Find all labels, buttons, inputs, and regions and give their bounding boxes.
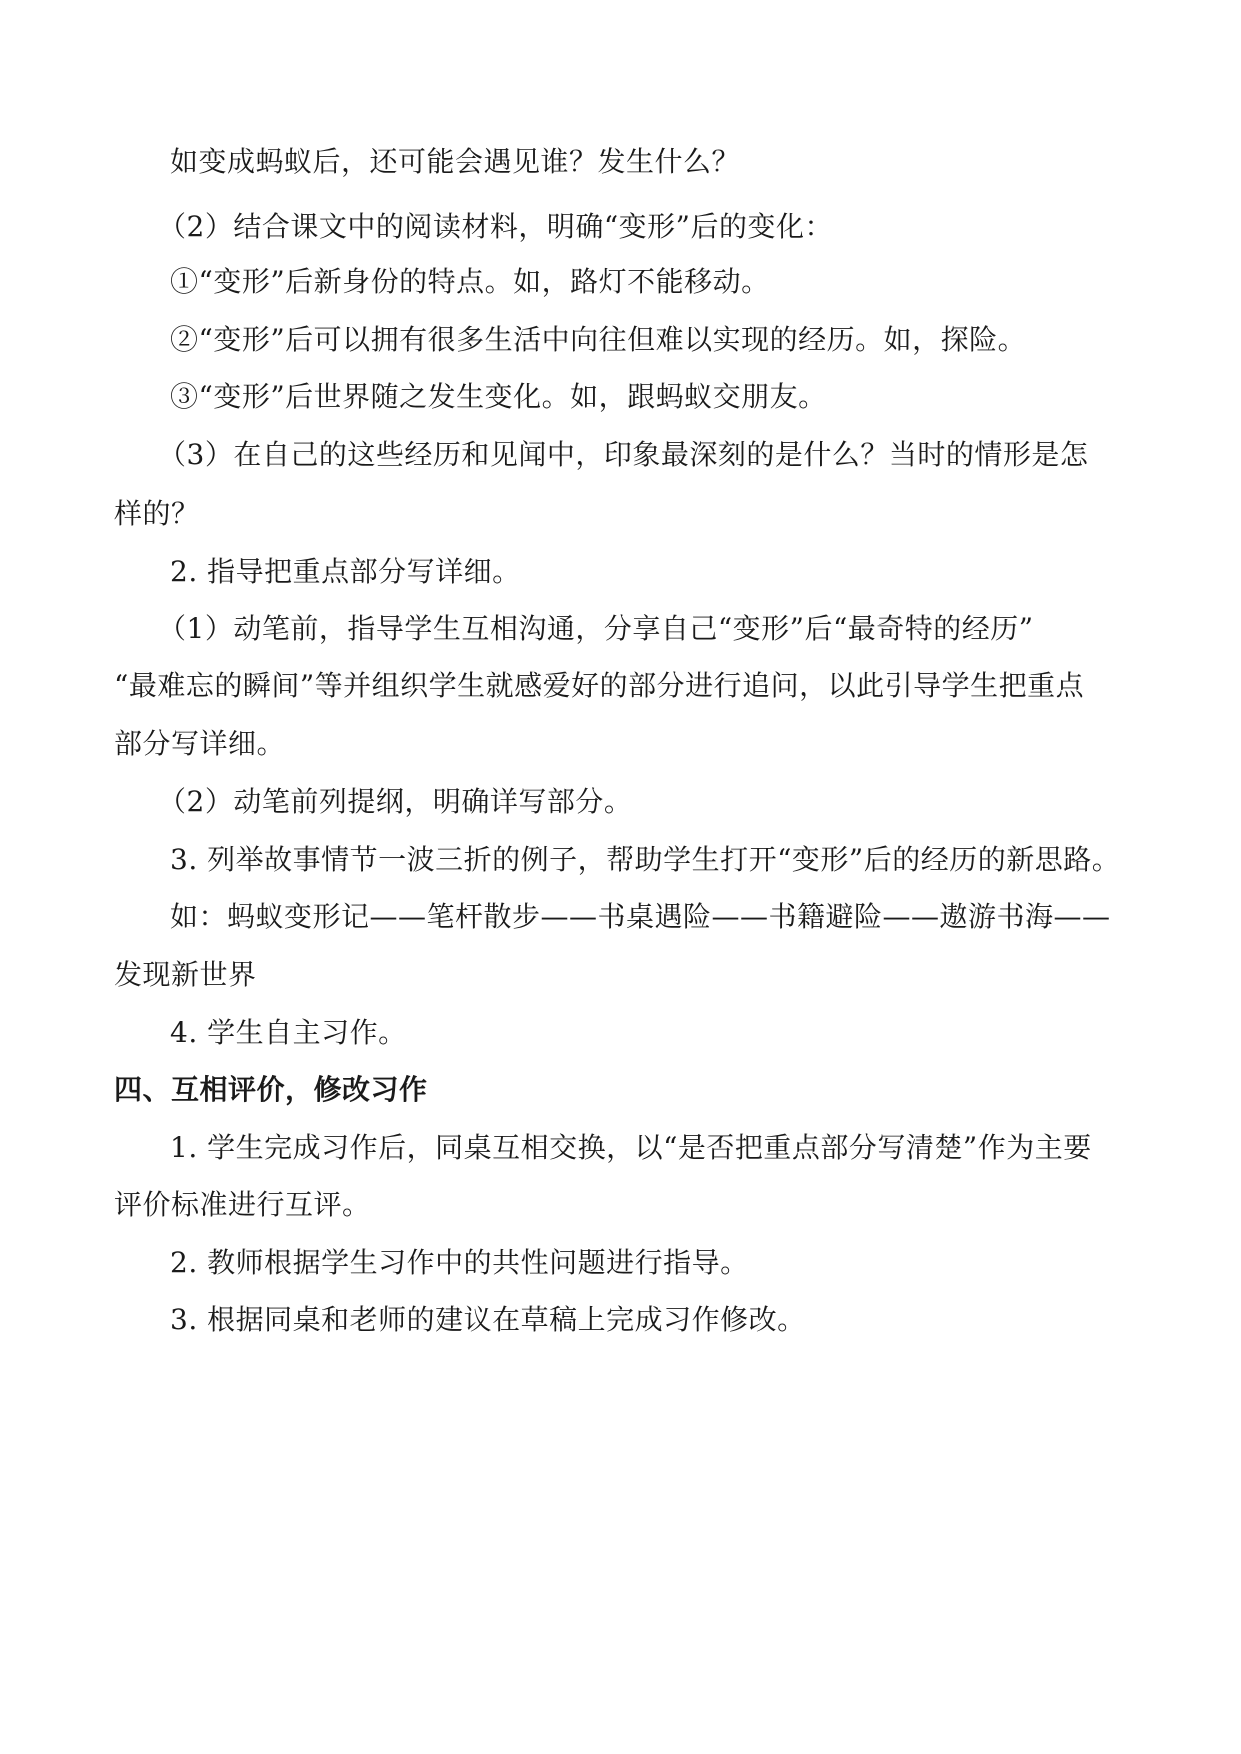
- paragraph-line: （1）动笔前，指导学生互相沟通，分享自己“变形”后“最奇特的经历”: [158, 612, 1034, 645]
- paragraph-line: 部分写详细。: [114, 727, 286, 760]
- paragraph-line: （3）在自己的这些经历和见闻中，印象最深刻的是什么？当时的情形是怎: [158, 438, 1089, 471]
- paragraph-line: 评价标准进行互评。: [114, 1188, 371, 1221]
- paragraph-line: ③“变形”后世界随之发生变化。如，跟蚂蚁交朋友。: [170, 380, 827, 413]
- paragraph-line: ②“变形”后可以拥有很多生活中向往但难以实现的经历。如，探险。: [170, 323, 1027, 356]
- paragraph-line: 如：蚂蚁变形记——笔杆散步——书桌遇险——书籍避险——遨游书海——: [170, 900, 1111, 933]
- paragraph-line: “最难忘的瞬间”等并组织学生就感爱好的部分进行追问，以此引导学生把重点: [114, 669, 1085, 702]
- paragraph-line: 发现新世界: [114, 958, 257, 991]
- paragraph-line: ①“变形”后新身份的特点。如，路灯不能移动。: [170, 265, 770, 298]
- paragraph-line: 3. 列举故事情节一波三折的例子，帮助学生打开“变形”后的经历的新思路。: [170, 843, 1121, 876]
- paragraph-line: （2）结合课文中的阅读材料，明确“变形”后的变化：: [158, 210, 833, 243]
- paragraph-line: 2. 教师根据学生习作中的共性问题进行指导。: [170, 1246, 749, 1279]
- paragraph-line: 4. 学生自主习作。: [170, 1016, 407, 1049]
- paragraph-line: 2. 指导把重点部分写详细。: [170, 555, 521, 588]
- paragraph-line: 样的？: [114, 497, 200, 530]
- paragraph-line: 3. 根据同桌和老师的建议在草稿上完成习作修改。: [170, 1303, 806, 1336]
- section-heading: 四、互相评价，修改习作: [114, 1073, 428, 1106]
- paragraph-line: 如变成蚂蚁后，还可能会遇见谁？发生什么？: [170, 145, 741, 178]
- paragraph-line: （2）动笔前列提纲，明确详写部分。: [158, 785, 633, 818]
- paragraph-line: 1. 学生完成习作后，同桌互相交换，以“是否把重点部分写清楚”作为主要: [170, 1131, 1092, 1164]
